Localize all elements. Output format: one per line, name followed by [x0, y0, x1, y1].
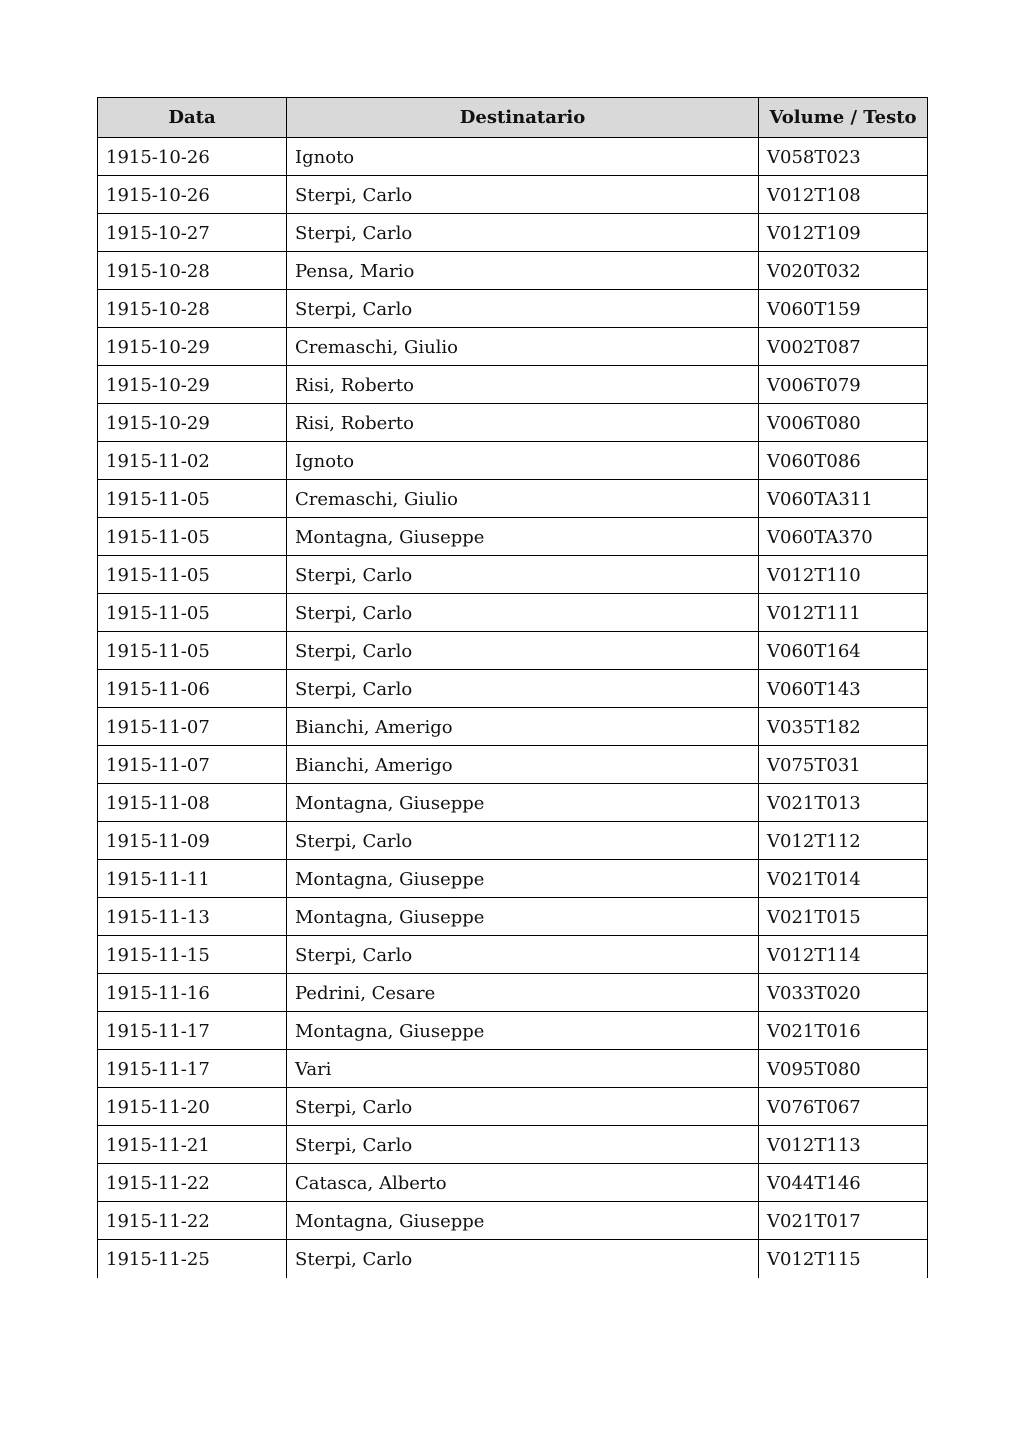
table-row [98, 176, 928, 214]
table-row [98, 480, 928, 518]
cell-date: 1915-11-02 [98, 442, 287, 480]
cell-recipient: Sterpi, Carlo [287, 1126, 759, 1164]
cell-recipient: Montagna, Giuseppe [287, 1012, 759, 1050]
table-row [98, 974, 928, 1012]
cell-date: 1915-10-29 [98, 328, 287, 366]
cell-recipient: Montagna, Giuseppe [287, 1202, 759, 1240]
cell-date: 1915-10-28 [98, 290, 287, 328]
table-row [98, 936, 928, 974]
header-date: Data [98, 98, 287, 138]
table-row [98, 1088, 928, 1126]
cell-recipient: Cremaschi, Giulio [287, 328, 759, 366]
cell-date: 1915-11-17 [98, 1050, 287, 1088]
cell-date: 1915-10-29 [98, 366, 287, 404]
cell-date: 1915-11-17 [98, 1012, 287, 1050]
table-row [98, 860, 928, 898]
cell-date: 1915-11-05 [98, 556, 287, 594]
table-row [98, 1202, 928, 1240]
table-row [98, 898, 928, 936]
cell-date: 1915-11-20 [98, 1088, 287, 1126]
cell-date: 1915-11-05 [98, 518, 287, 556]
cell-recipient: Sterpi, Carlo [287, 936, 759, 974]
cell-recipient: Montagna, Giuseppe [287, 898, 759, 936]
cell-recipient: Sterpi, Carlo [287, 594, 759, 632]
table-row [98, 138, 928, 176]
table-body [98, 138, 928, 1278]
letters-table [97, 97, 928, 1278]
cell-date: 1915-10-28 [98, 252, 287, 290]
table-row [98, 214, 928, 252]
cell-recipient: Risi, Roberto [287, 366, 759, 404]
cell-volume: V075T031 [759, 746, 928, 784]
cell-recipient: Vari [287, 1050, 759, 1088]
cell-volume: V021T013 [759, 784, 928, 822]
cell-recipient: Sterpi, Carlo [287, 822, 759, 860]
table-row [98, 784, 928, 822]
cell-recipient: Pedrini, Cesare [287, 974, 759, 1012]
header-volume: Volume / Testo [759, 98, 928, 138]
cell-recipient: Sterpi, Carlo [287, 176, 759, 214]
table-row [98, 708, 928, 746]
header-row [98, 98, 928, 138]
table-row [98, 442, 928, 480]
cell-volume: V020T032 [759, 252, 928, 290]
cell-volume: V021T014 [759, 860, 928, 898]
table-row [98, 632, 928, 670]
cell-date: 1915-11-06 [98, 670, 287, 708]
table-row [98, 746, 928, 784]
cell-date: 1915-11-08 [98, 784, 287, 822]
cell-date: 1915-11-25 [98, 1240, 287, 1278]
cell-volume: V021T015 [759, 898, 928, 936]
cell-recipient: Montagna, Giuseppe [287, 784, 759, 822]
table-row [98, 290, 928, 328]
cell-date: 1915-11-22 [98, 1202, 287, 1240]
cell-volume: V012T113 [759, 1126, 928, 1164]
cell-recipient: Cremaschi, Giulio [287, 480, 759, 518]
table-row [98, 404, 928, 442]
cell-volume: V012T110 [759, 556, 928, 594]
cell-recipient: Sterpi, Carlo [287, 632, 759, 670]
cell-date: 1915-11-21 [98, 1126, 287, 1164]
cell-recipient: Montagna, Giuseppe [287, 860, 759, 898]
cell-recipient: Bianchi, Amerigo [287, 746, 759, 784]
table-row [98, 556, 928, 594]
cell-recipient: Sterpi, Carlo [287, 1088, 759, 1126]
table-header [98, 98, 928, 138]
cell-volume: V035T182 [759, 708, 928, 746]
table-row [98, 366, 928, 404]
cell-volume: V033T020 [759, 974, 928, 1012]
cell-recipient: Sterpi, Carlo [287, 290, 759, 328]
table-row [98, 670, 928, 708]
cell-recipient: Sterpi, Carlo [287, 670, 759, 708]
table-row [98, 518, 928, 556]
table-row [98, 252, 928, 290]
table-row [98, 1012, 928, 1050]
cell-date: 1915-11-05 [98, 480, 287, 518]
cell-recipient: Sterpi, Carlo [287, 214, 759, 252]
table-row [98, 1240, 928, 1278]
cell-recipient: Catasca, Alberto [287, 1164, 759, 1202]
table-row [98, 822, 928, 860]
cell-volume: V021T016 [759, 1012, 928, 1050]
cell-recipient: Bianchi, Amerigo [287, 708, 759, 746]
cell-volume: V044T146 [759, 1164, 928, 1202]
cell-volume: V076T067 [759, 1088, 928, 1126]
cell-date: 1915-11-05 [98, 594, 287, 632]
cell-volume: V002T087 [759, 328, 928, 366]
cell-volume: V060TA370 [759, 518, 928, 556]
cell-volume: V060TA311 [759, 480, 928, 518]
table-row [98, 328, 928, 366]
cell-volume: V060T159 [759, 290, 928, 328]
cell-date: 1915-11-22 [98, 1164, 287, 1202]
cell-recipient: Risi, Roberto [287, 404, 759, 442]
cell-date: 1915-11-07 [98, 746, 287, 784]
cell-recipient: Ignoto [287, 138, 759, 176]
cell-date: 1915-10-26 [98, 138, 287, 176]
cell-volume: V012T114 [759, 936, 928, 974]
cell-volume: V060T143 [759, 670, 928, 708]
table-row [98, 1126, 928, 1164]
cell-date: 1915-11-09 [98, 822, 287, 860]
cell-date: 1915-11-16 [98, 974, 287, 1012]
cell-date: 1915-11-05 [98, 632, 287, 670]
cell-volume: V012T109 [759, 214, 928, 252]
cell-date: 1915-10-27 [98, 214, 287, 252]
cell-date: 1915-11-15 [98, 936, 287, 974]
cell-volume: V058T023 [759, 138, 928, 176]
table-row [98, 1164, 928, 1202]
cell-volume: V012T111 [759, 594, 928, 632]
cell-volume: V060T164 [759, 632, 928, 670]
cell-volume: V012T115 [759, 1240, 928, 1278]
cell-date: 1915-10-26 [98, 176, 287, 214]
cell-date: 1915-11-11 [98, 860, 287, 898]
table-row [98, 594, 928, 632]
cell-date: 1915-11-13 [98, 898, 287, 936]
header-recipient: Destinatario [287, 98, 759, 138]
cell-recipient: Sterpi, Carlo [287, 1240, 759, 1278]
cell-recipient: Pensa, Mario [287, 252, 759, 290]
cell-volume: V006T079 [759, 366, 928, 404]
cell-volume: V012T112 [759, 822, 928, 860]
cell-recipient: Ignoto [287, 442, 759, 480]
cell-volume: V060T086 [759, 442, 928, 480]
cell-volume: V012T108 [759, 176, 928, 214]
cell-volume: V021T017 [759, 1202, 928, 1240]
cell-recipient: Sterpi, Carlo [287, 556, 759, 594]
cell-volume: V095T080 [759, 1050, 928, 1088]
table-row [98, 1050, 928, 1088]
cell-recipient: Montagna, Giuseppe [287, 518, 759, 556]
cell-date: 1915-11-07 [98, 708, 287, 746]
cell-volume: V006T080 [759, 404, 928, 442]
cell-date: 1915-10-29 [98, 404, 287, 442]
